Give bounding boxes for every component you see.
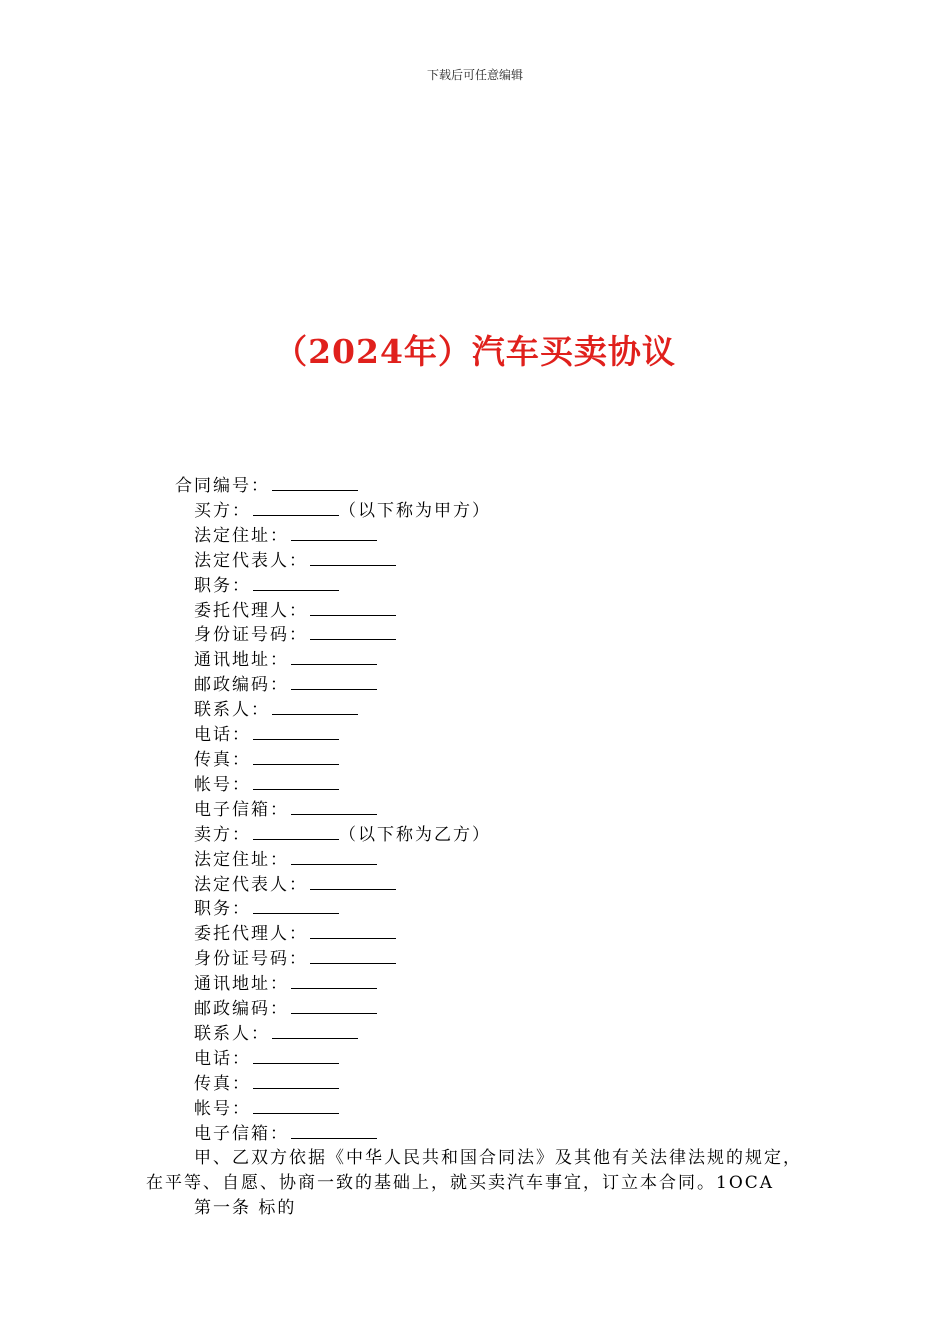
seller-field-blank[interactable] — [253, 912, 339, 914]
seller-field-line — [0, 897, 950, 922]
buyer-field-label: 法定住址： — [194, 525, 289, 546]
buyer-field-blank[interactable] — [253, 589, 339, 591]
buyer-line — [0, 499, 950, 524]
seller-suffix: （以下称为乙方） — [339, 824, 491, 845]
intro-paragraph-line-2: 在平等、自愿、协商一致的基础上，就买卖汽车事宜，订立本合同。1OCA — [146, 1173, 775, 1194]
seller-field-label: 通讯地址： — [194, 974, 289, 995]
buyer-field-blank[interactable] — [291, 688, 377, 690]
buyer-field-line — [0, 673, 950, 698]
contract-number-blank[interactable] — [272, 489, 358, 491]
buyer-field-blank[interactable] — [310, 638, 396, 640]
seller-field-blank[interactable] — [272, 1037, 358, 1039]
seller-field-label: 委托代理人： — [194, 924, 308, 945]
contract-number-label: 合同编号： — [175, 476, 270, 496]
seller-field-label: 邮政编码： — [194, 999, 289, 1020]
seller-field-label: 法定住址： — [194, 849, 289, 870]
seller-field-label: 帐号： — [194, 1098, 251, 1119]
buyer-field-label: 电子信箱： — [194, 799, 289, 820]
buyer-field-label: 法定代表人： — [194, 550, 308, 571]
seller-field-blank[interactable] — [291, 1137, 377, 1139]
buyer-field-label: 邮政编码： — [194, 675, 289, 696]
seller-field-line — [0, 1072, 950, 1097]
buyer-field-label: 电话： — [194, 725, 251, 746]
seller-field-label: 联系人： — [194, 1023, 270, 1044]
seller-field-blank[interactable] — [253, 1062, 339, 1064]
article-1-heading: 第一条 标的 — [194, 1198, 297, 1219]
seller-field-line — [0, 1047, 950, 1072]
buyer-field-line — [0, 748, 950, 773]
contract-body — [0, 474, 950, 1221]
seller-field-line — [0, 922, 950, 947]
buyer-field-blank[interactable] — [272, 713, 358, 715]
seller-field-label: 职务： — [194, 899, 251, 920]
seller-field-blank[interactable] — [291, 863, 377, 865]
buyer-field-label: 职务： — [194, 575, 251, 596]
buyer-suffix: （以下称为甲方） — [339, 500, 491, 521]
buyer-field-blank[interactable] — [291, 539, 377, 541]
buyer-field-blank[interactable] — [291, 813, 377, 815]
buyer-field-label: 帐号： — [194, 774, 251, 795]
seller-field-line — [0, 947, 950, 972]
buyer-field-line — [0, 723, 950, 748]
seller-field-line — [0, 1022, 950, 1047]
buyer-field-line — [0, 574, 950, 599]
seller-label: 卖方： — [194, 824, 251, 845]
buyer-field-blank[interactable] — [310, 564, 396, 566]
seller-field-label: 电子信箱： — [194, 1123, 289, 1144]
seller-field-blank[interactable] — [310, 962, 396, 964]
buyer-label: 买方： — [194, 500, 251, 521]
seller-field-line — [0, 848, 950, 873]
buyer-field-label: 委托代理人： — [194, 600, 308, 621]
seller-field-label: 身份证号码： — [194, 949, 308, 970]
seller-field-line — [0, 1122, 950, 1147]
buyer-field-line — [0, 698, 950, 723]
header-note: 下载后可任意编辑 — [426, 68, 523, 82]
buyer-field-line — [0, 648, 950, 673]
buyer-field-line — [0, 599, 950, 624]
seller-field-blank[interactable] — [310, 937, 396, 939]
seller-field-label: 电话： — [194, 1048, 251, 1069]
seller-field-line — [0, 873, 950, 898]
buyer-field-blank[interactable] — [310, 614, 396, 616]
buyer-field-label: 联系人： — [194, 700, 270, 721]
buyer-field-blank[interactable] — [253, 738, 339, 740]
buyer-blank[interactable] — [253, 514, 339, 516]
seller-field-label: 传真： — [194, 1073, 251, 1094]
buyer-field-blank[interactable] — [291, 663, 377, 665]
seller-field-blank[interactable] — [291, 987, 377, 989]
seller-field-line — [0, 1097, 950, 1122]
contract-number-line — [0, 474, 950, 499]
buyer-field-blank[interactable] — [253, 763, 339, 765]
seller-field-label: 法定代表人： — [194, 874, 308, 895]
document-title: （2024年）汽车买卖协议 — [274, 332, 676, 371]
seller-line — [0, 823, 950, 848]
seller-field-blank[interactable] — [253, 1112, 339, 1114]
seller-field-blank[interactable] — [253, 1087, 339, 1089]
intro-paragraph-line-1: 甲、乙双方依据《中华人民共和国合同法》及其他有关法律法规的规定， — [194, 1148, 802, 1169]
buyer-field-blank[interactable] — [253, 788, 339, 790]
buyer-field-line — [0, 524, 950, 549]
buyer-field-label: 通讯地址： — [194, 650, 289, 671]
seller-field-blank[interactable] — [291, 1012, 377, 1014]
buyer-field-label: 传真： — [194, 749, 251, 770]
buyer-field-label: 身份证号码： — [194, 625, 308, 646]
seller-blank[interactable] — [253, 838, 339, 840]
seller-field-line — [0, 972, 950, 997]
buyer-field-line — [0, 798, 950, 823]
buyer-field-line — [0, 623, 950, 648]
buyer-field-line — [0, 773, 950, 798]
buyer-field-line — [0, 549, 950, 574]
seller-field-line — [0, 997, 950, 1022]
seller-field-blank[interactable] — [310, 888, 396, 890]
